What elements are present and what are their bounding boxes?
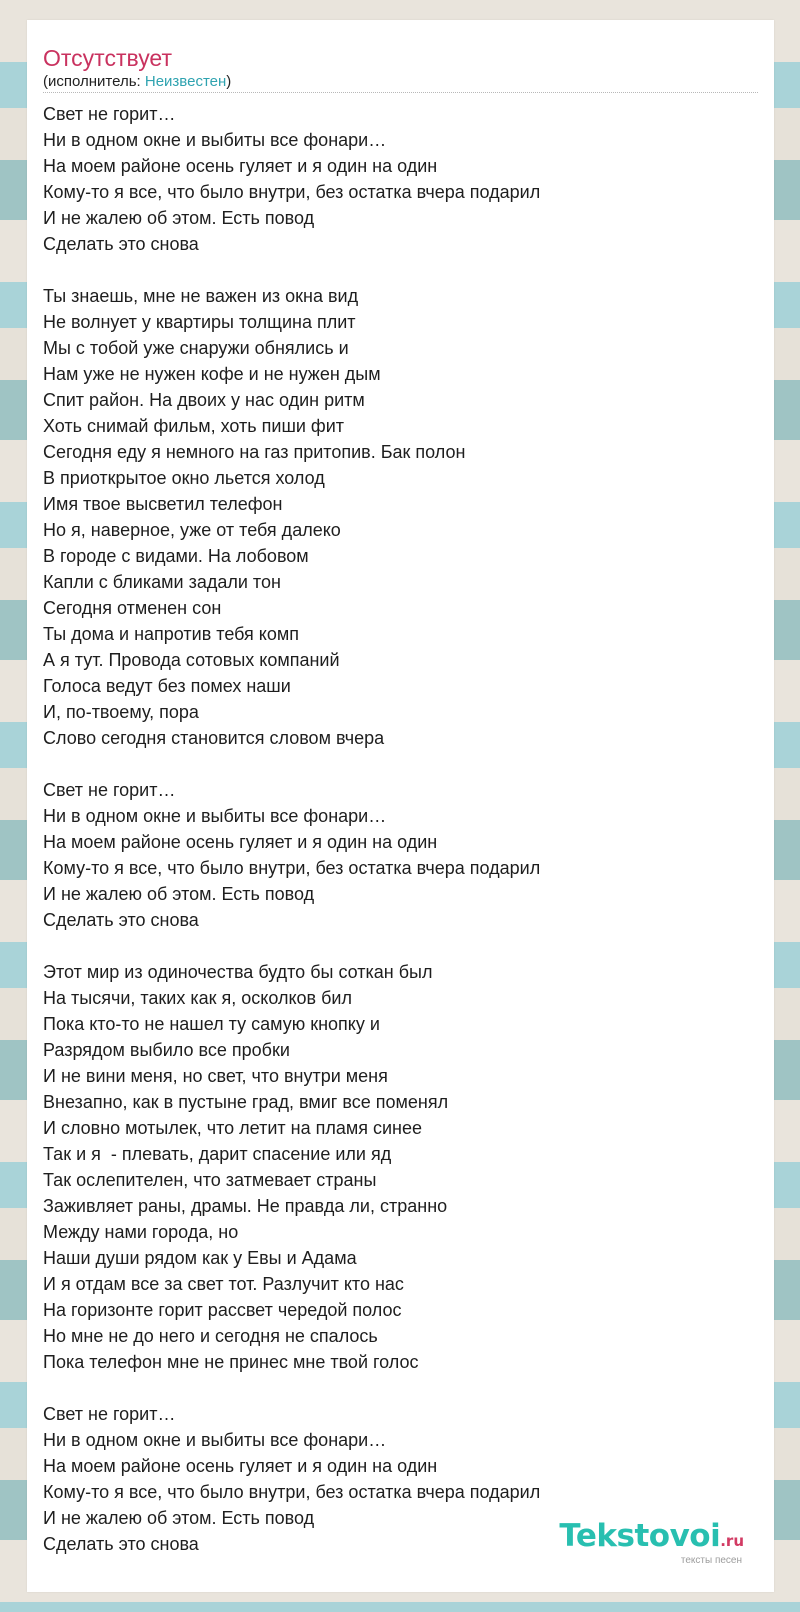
lyrics-stanza	[43, 283, 743, 751]
lyrics-line: Пока телефон мне не принес мне твой голос	[43, 1352, 419, 1372]
lyrics-line: Кому-то я все, что было внутри, без остатка вчера подарил	[43, 858, 541, 878]
artist-link[interactable]: Неизвестен	[144, 73, 227, 90]
lyrics-line: Между нами города, но	[43, 1222, 239, 1242]
lyrics-line: Имя твое высветил телефон	[43, 494, 283, 514]
performer-line	[43, 72, 231, 92]
lyrics-line: Заживляет раны, драмы. Не правда ли, странно	[43, 1196, 448, 1216]
lyrics-card	[27, 20, 774, 1592]
lyrics-line: Так ослепителен, что затмевает страны	[43, 1170, 377, 1190]
lyrics-line: Сегодня еду я немного на газ притопив. Бак полон	[43, 442, 466, 462]
lyrics-line: Не волнует у квартиры толщина плит	[43, 312, 356, 332]
lyrics-line: Мы с тобой уже снаружи обнялись и	[43, 338, 349, 358]
lyrics-line: Пока кто-то не нашел ту самую кнопку и	[43, 1014, 380, 1034]
site-logo[interactable]	[559, 1520, 744, 1567]
lyrics-stanza	[43, 959, 743, 1375]
logo-tagline: тексты песен	[680, 1555, 742, 1566]
lyrics-line: Сегодня отменен сон	[43, 598, 222, 618]
logo-tld: .ru	[720, 1532, 744, 1550]
lyrics-line: Ни в одном окне и выбиты все фонари…	[43, 130, 387, 150]
lyrics-line: Но мне не до него и сегодня не спалось	[43, 1326, 378, 1346]
lyrics-line: В приоткрытое окно льется холод	[43, 468, 325, 488]
lyrics-line: Свет не горит…	[43, 1404, 176, 1424]
lyrics-line: Кому-то я все, что было внутри, без остатка вчера подарил	[43, 1482, 541, 1502]
lyrics-line: Свет не горит…	[43, 780, 176, 800]
lyrics-line: Свет не горит…	[43, 104, 176, 124]
lyrics-line: Нам уже не нужен кофе и не нужен дым	[43, 364, 381, 384]
lyrics-line: На моем районе осень гуляет и я один на один	[43, 1456, 438, 1476]
lyrics-line: Ни в одном окне и выбиты все фонари…	[43, 806, 387, 826]
lyrics-line: В городе с видами. На лобовом	[43, 546, 309, 566]
lyrics-line: Ты дома и напротив тебя комп	[43, 624, 300, 644]
lyrics-line: Хоть снимай фильм, хоть пиши фит	[43, 416, 345, 436]
lyrics-line: Так и я - плевать, дарит спасение или яд	[43, 1144, 392, 1164]
lyrics-line: Разрядом выбило все пробки	[43, 1040, 290, 1060]
lyrics-stanza	[43, 777, 743, 933]
performer-prefix: (исполнитель:	[43, 73, 145, 90]
lyrics-line: Этот мир из одиночества будто бы соткан был	[43, 962, 433, 982]
lyrics-line: Сделать это снова	[43, 234, 199, 254]
lyrics-line: И словно мотылек, что летит на пламя синее	[43, 1118, 422, 1138]
lyrics-line: И не жалею об этом. Есть повод	[43, 884, 315, 904]
lyrics-line: Кому-то я все, что было внутри, без остатка вчера подарил	[43, 182, 541, 202]
lyrics-line: Капли с бликами задали тон	[43, 572, 281, 592]
lyrics-line: Ни в одном окне и выбиты все фонари…	[43, 1430, 387, 1450]
title-divider	[43, 92, 758, 93]
lyrics-line: Спит район. На двоих у нас один ритм	[43, 390, 365, 410]
lyrics-line: На моем районе осень гуляет и я один на один	[43, 156, 438, 176]
lyrics-line: Ты знаешь, мне не важен из окна вид	[43, 286, 359, 306]
logo-name: Tekstovoi	[559, 1518, 721, 1554]
lyrics-line: Слово сегодня становится словом вчера	[43, 728, 385, 748]
lyrics-line: Голоса ведут без помех наши	[43, 676, 291, 696]
performer-suffix: )	[226, 73, 232, 90]
lyrics-line: И я отдам все за свет тот. Разлучит кто нас	[43, 1274, 404, 1294]
lyrics-line: На моем районе осень гуляет и я один на один	[43, 832, 438, 852]
lyrics-stanza	[43, 101, 743, 257]
lyrics-line: И, по-твоему, пора	[43, 702, 199, 722]
lyrics-line: А я тут. Провода сотовых компаний	[43, 650, 340, 670]
lyrics-body	[43, 101, 743, 1583]
lyrics-line: Но я, наверное, уже от тебя далеко	[43, 520, 341, 540]
lyrics-line: На тысячи, таких как я, осколков бил	[43, 988, 352, 1008]
lyrics-line: И не жалею об этом. Есть повод	[43, 208, 315, 228]
lyrics-line: На горизонте горит рассвет чередой полос	[43, 1300, 402, 1320]
lyrics-line: И не жалею об этом. Есть повод	[43, 1508, 315, 1528]
song-title: Отсутствует	[43, 45, 172, 71]
lyrics-line: Сделать это снова	[43, 910, 199, 930]
lyrics-line: Сделать это снова	[43, 1534, 199, 1554]
lyrics-line: И не вини меня, но свет, что внутри меня	[43, 1066, 388, 1086]
lyrics-line: Наши души рядом как у Евы и Адама	[43, 1248, 357, 1268]
lyrics-line: Внезапно, как в пустыне град, вмиг все поменял	[43, 1092, 449, 1112]
